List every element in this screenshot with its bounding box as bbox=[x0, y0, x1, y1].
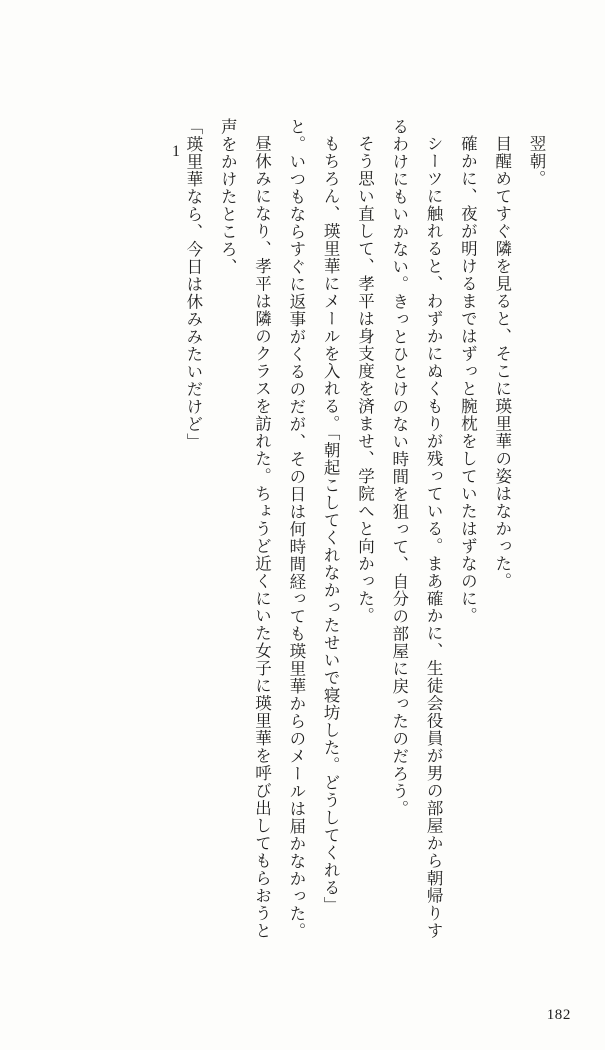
paragraph: 確かに、夜が明けるまではずっと腕枕をしていたはずなのに。 bbox=[458, 134, 478, 625]
paragraph: 昼休みになり、孝平は隣のクラスを訪れた。ちょうど近くにいた女子に瑛里華を呼び出してもらおうと声をかけたところ、 bbox=[218, 118, 272, 940]
paragraph: シーツに触れると、わずかにぬくもりが残っている。まあ確かに、生徒会役員が男の部屋から朝帰りするわけにもいかない。きっとひとけのない時間を狙って、自分の部屋に戻ったのだろう。 bbox=[389, 118, 444, 940]
chapter-number: 1 bbox=[172, 143, 180, 160]
paragraph-dialogue: 「瑛里華なら、今日は休みみたいだけど」 bbox=[183, 118, 203, 451]
vertical-text-body bbox=[56, 118, 553, 948]
paragraph: もちろん、瑛里華にメールを入れる。「朝起こしてくれなかったせいで寝坊した。どうしてくれる」と。いつもならすぐに返事がくるのだが、その日は何時間経っても瑛里華からのメールは届かなかった。 bbox=[286, 118, 341, 941]
paragraph: 翌朝。 bbox=[527, 134, 546, 187]
paragraph: 目醒めてすぐ隣を見ると、そこに瑛里華の姿はなかった。 bbox=[492, 134, 512, 590]
paragraph: そう思い直して、孝平は身支度を済ませ、学院へと向かった。 bbox=[355, 134, 375, 625]
page-number: 182 bbox=[546, 1007, 571, 1023]
